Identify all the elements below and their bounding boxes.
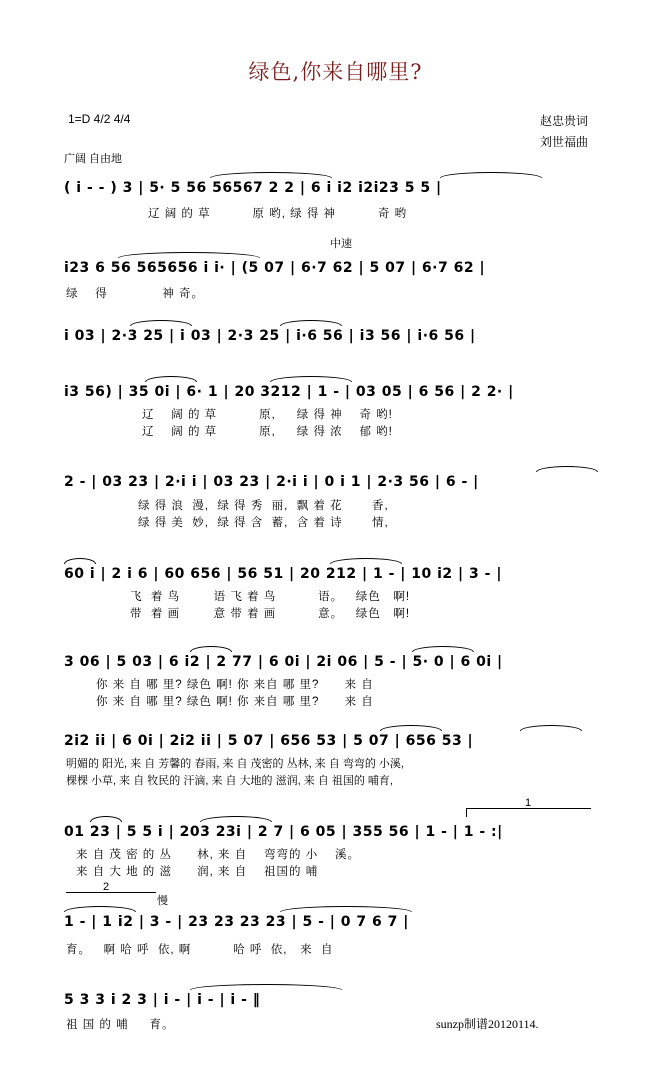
system-4-lyric-1: 辽 阔 的 草 原, 绿 得 神 奇 哟!	[142, 409, 393, 421]
tempo-mark-intro: 广阔 自由地	[64, 153, 123, 165]
engraver-credit: sunzp制谱20120114.	[436, 1017, 539, 1031]
system-5-lyric-2: 绿 得 美 妙, 绿 得 含 蓄, 含 着 诗 情,	[138, 517, 389, 529]
system-6-lyric-2: 带 着 画 意 带 着 画 意。 绿色 啊!	[130, 608, 411, 620]
slur	[520, 725, 582, 731]
slur	[280, 906, 412, 912]
tie	[190, 984, 342, 990]
system-6-notes: 60 i | 2 i 6 | 60 656 | 56 51 | 20 212 | 1 - | 10 i2 | 3 - |	[64, 566, 502, 582]
slur	[210, 172, 332, 178]
system-1-notes: ( i - - ) 3 | 5· 5 56 56567 2 2 | 6 i i2 i2i23 5 5 |	[64, 180, 442, 196]
song-title: 绿色,你来自哪里?	[248, 60, 423, 84]
system-4-lyric-2: 辽 阔 的 草 原, 绿 得 浓 郁 哟!	[142, 426, 393, 438]
system-4-notes: i3 56) | 35 0i | 6· 1 | 20 3212 | 1 - | 03 05 | 6 56 | 2 2· |	[64, 384, 514, 400]
lyricist-credit: 赵忠贵词	[540, 114, 589, 128]
system-11-lyric-1: 祖 国 的 哺 育。	[66, 1019, 175, 1031]
slur	[270, 376, 352, 382]
tie	[64, 558, 96, 564]
slur	[190, 646, 232, 652]
system-2-notes: i23 6 56 565656 i i· | (5 07 | 6·7 62 | 5 07 | 6·7 62 |	[64, 260, 486, 276]
system-9-lyric-1: 来 自 茂 密 的 丛 林, 来 自 弯弯的 小 溪。	[76, 849, 360, 861]
slur	[380, 725, 442, 731]
first-ending-number: 1	[525, 797, 532, 809]
slur	[440, 172, 542, 178]
second-ending-number: 2	[103, 881, 110, 893]
system-7-lyric-2: 你 来 自 哪 里? 绿色 啊! 你 来自 哪 里? 来 自	[96, 696, 374, 708]
system-10-lyric-1: 育。 啊 哈 呼 依, 啊 哈 呼 依, 来 自	[66, 944, 334, 956]
slur	[90, 816, 122, 822]
slur	[280, 320, 342, 326]
first-ending-bracket	[466, 808, 591, 817]
composer-credit: 刘世福曲	[540, 135, 589, 149]
tempo-mark-middle: 中速	[330, 238, 352, 250]
system-8-lyric-1: 明媚的 阳光, 来 自 芳馨的 春雨, 来 自 茂密的 丛林, 来 自 弯弯的 小溪,	[66, 758, 404, 770]
system-9-lyric-2: 来 自 大 地 的 滋 润, 来 自 祖国的 哺	[76, 866, 319, 878]
key-signature: 1=D 4/2 4/4	[68, 112, 131, 126]
system-9-notes: 01 23 | 5 5 i | 203 23i | 2 7 | 6 05 | 355 56 | 1 - | 1 - :|	[64, 824, 503, 840]
second-ending-bracket	[66, 892, 156, 901]
slur	[145, 376, 197, 382]
system-8-lyric-2: 棵棵 小草, 来 自 牧民的 汗滴, 来 自 大地的 滋润, 来 自 祖国的 哺育,	[66, 775, 393, 787]
system-6-lyric-1: 飞 着 鸟 语 飞 着 鸟 语。 绿色 啊!	[130, 591, 411, 603]
system-7-lyric-1: 你 来 自 哪 里? 绿色 啊! 你 来自 哪 里? 来 自	[96, 679, 374, 691]
slur	[412, 646, 474, 652]
system-7-notes: 3 06 | 5 03 | 6 i2 | 2 77 | 6 0i | 2i 06 | 5 - | 5· 0 | 6 0i |	[64, 654, 503, 670]
slur	[200, 816, 272, 822]
tie	[536, 466, 598, 472]
system-3-notes: i 03 | 2·3 25 | i 03 | 2·3 25 | i·6 56 | i3 56 | i·6 56 |	[64, 328, 476, 344]
slur	[130, 320, 192, 326]
system-1-lyric-1: 辽 阔 的 草 原 哟, 绿 得 神 奇 哟	[148, 208, 408, 220]
system-10-notes: 1 - | 1 i2 | 3 - | 23 23 23 23 | 5 - | 0 7 6 7 |	[64, 914, 409, 930]
tempo-mark-slow: 慢	[157, 895, 168, 907]
slur	[118, 252, 260, 258]
slur	[330, 558, 402, 564]
system-2-lyric-1: 绿 得 神 奇。	[66, 288, 205, 300]
tie	[64, 906, 136, 912]
system-11-notes: 5 3 3 i 2 3 | i - | i - | i - ‖	[64, 992, 261, 1008]
system-5-notes: 2 - | 03 23 | 2·i i | 03 23 | 2·i i | 0 i 1 | 2·3 56 | 6 - |	[64, 474, 479, 490]
system-8-notes: 2i2 ii | 6 0i | 2i2 ii | 5 07 | 656 53 | 5 07 | 656 53 |	[64, 733, 474, 749]
system-5-lyric-1: 绿 得 浪 漫, 绿 得 秀 丽, 飘 着 花 香,	[138, 500, 389, 512]
